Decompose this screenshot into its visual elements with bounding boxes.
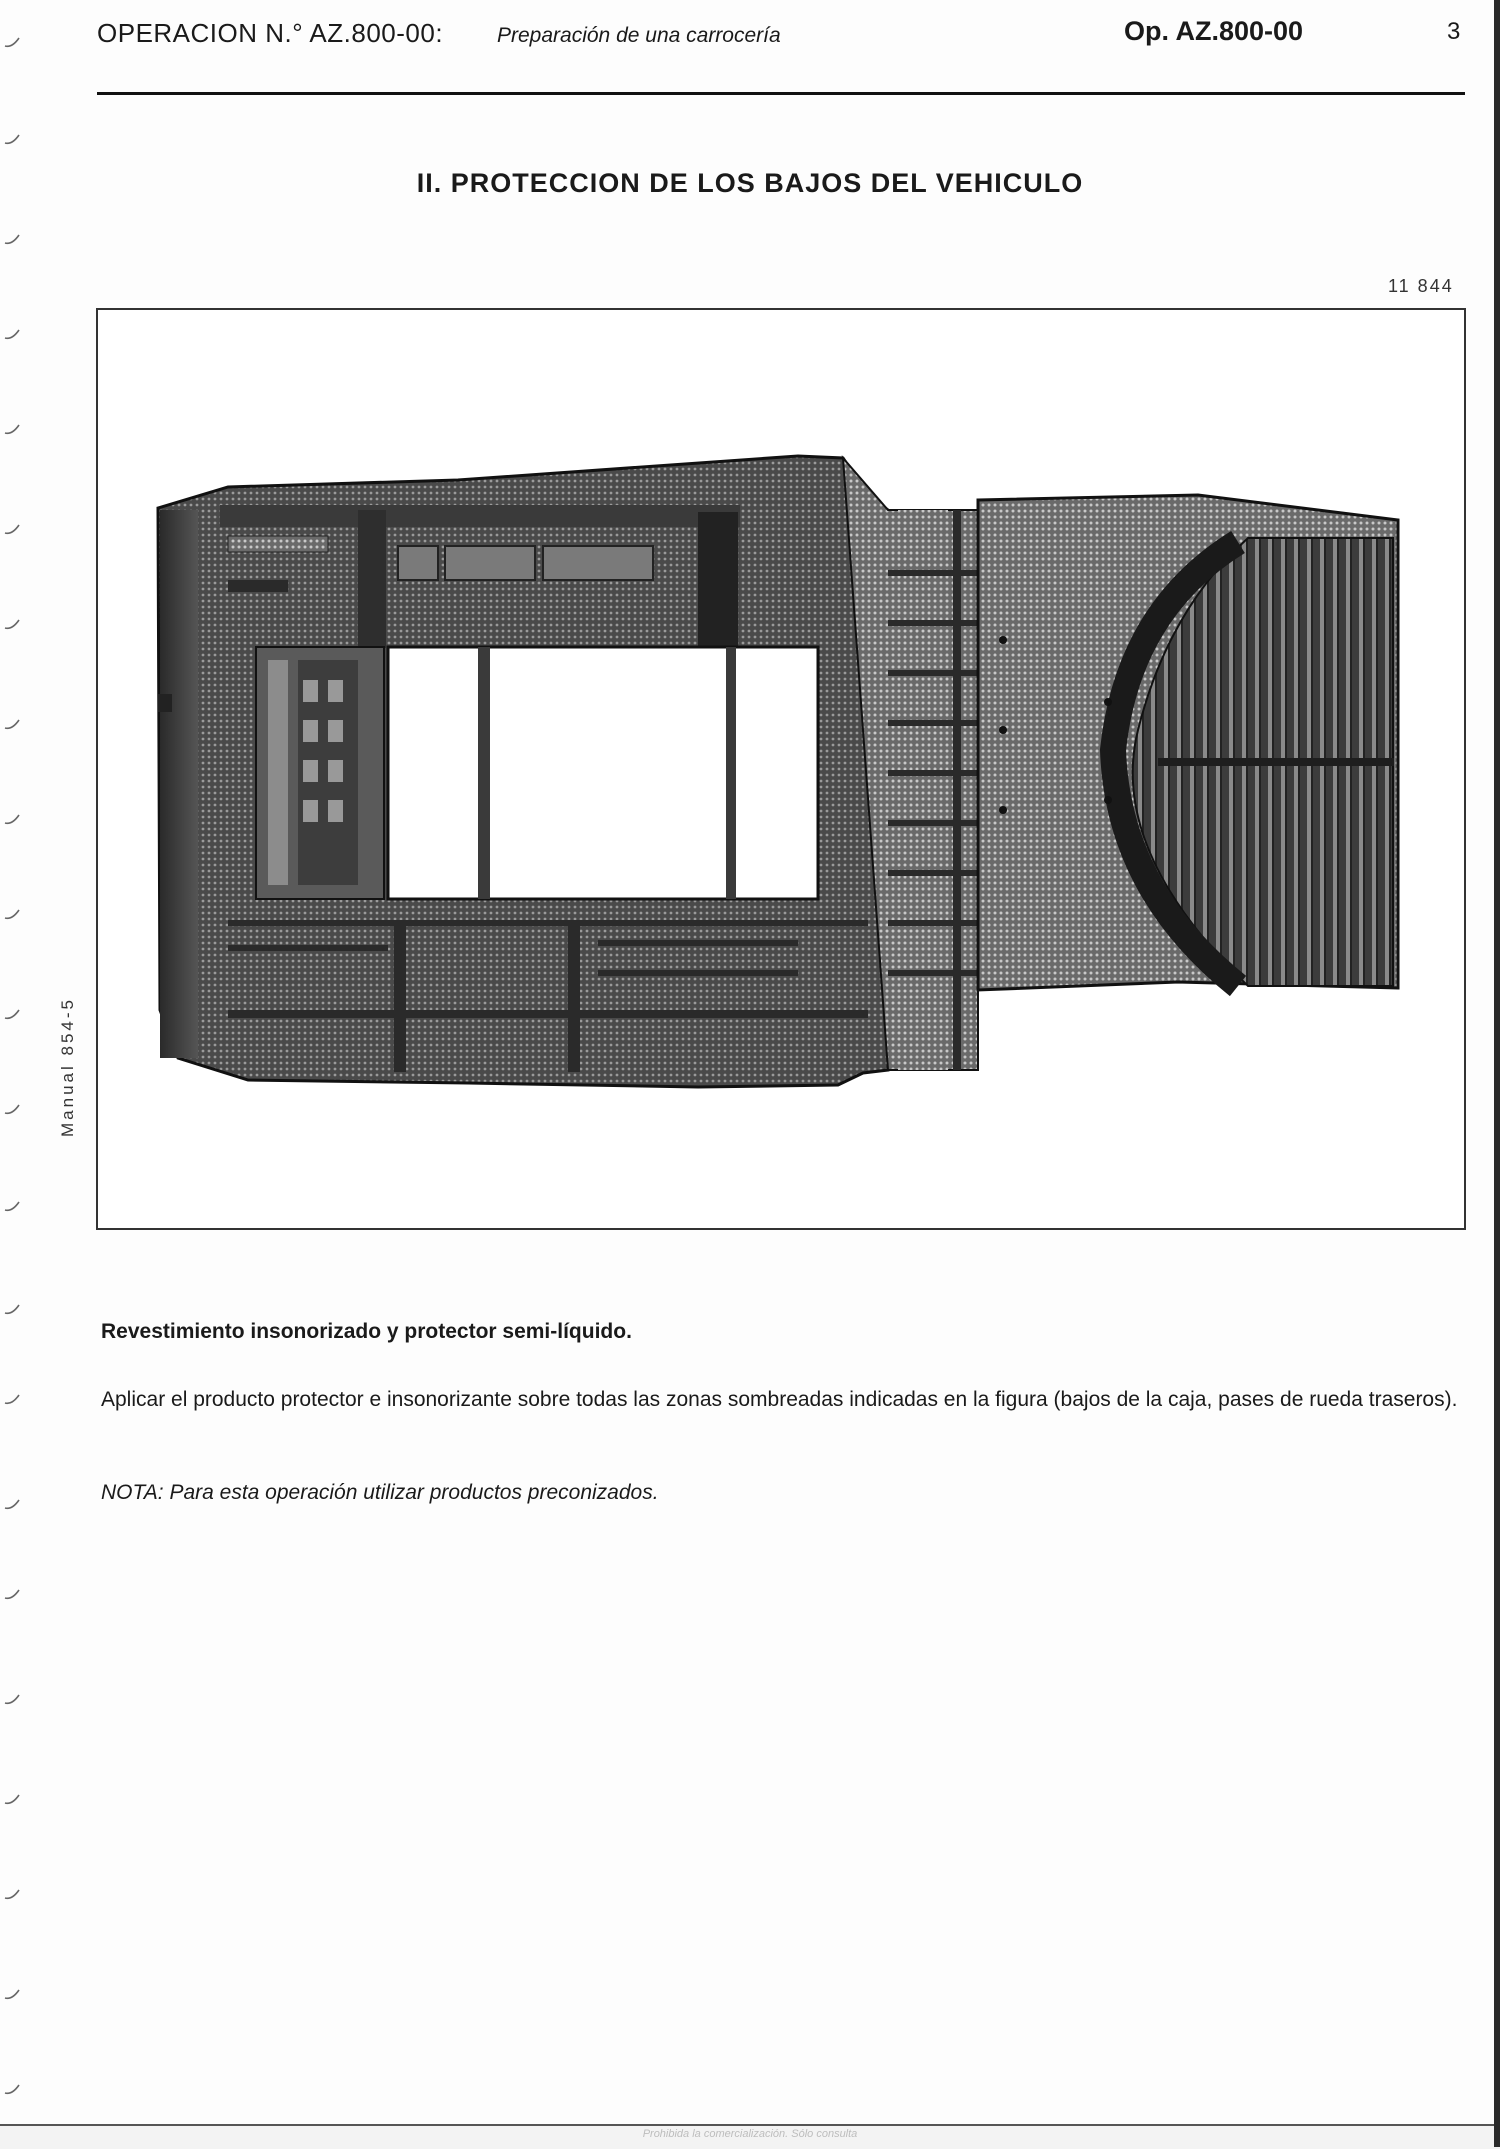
vehicle-underbody-illustration: [98, 310, 1464, 1228]
operation-title: OPERACION N.° AZ.800-00:: [97, 18, 444, 48]
manual-side-label: Manual 854-5: [58, 997, 77, 1137]
binding-mark: [4, 233, 20, 247]
binding-mark: [4, 133, 20, 147]
page-header: [97, 16, 1465, 56]
binding-mark: [4, 1200, 20, 1214]
binding-mark: [4, 618, 20, 632]
note-text: NOTA: Para esta operación utilizar productos preconizados.: [101, 1481, 659, 1504]
binding-mark: [4, 523, 20, 537]
binding-mark: [4, 1588, 20, 1602]
header-rule: [97, 92, 1465, 95]
binding-mark: [4, 1008, 20, 1022]
footer-note: Prohibida la comercialización. Sólo consulta: [642, 2128, 858, 2140]
body-paragraph: Aplicar el producto protector e insonorizante sobre todas las zonas sombreadas indicadas en la figura (bajos de la caja, pases de rueda traseros).: [101, 1388, 1458, 1411]
page-number: 3: [1447, 18, 1461, 45]
binding-mark: [4, 1793, 20, 1807]
binding-mark: [4, 1498, 20, 1512]
left-sill: [160, 510, 198, 1058]
section-title: II. PROTECCION DE LOS BAJOS DEL VEHICULO: [416, 168, 1084, 198]
binding-mark: [4, 1103, 20, 1117]
figure-number: 11 844: [1388, 276, 1454, 296]
operation-subtitle: Preparación de una carrocería: [497, 24, 781, 47]
binding-mark: [4, 813, 20, 827]
binding-mark: [4, 1693, 20, 1707]
binding-mark: [4, 1303, 20, 1317]
floor-opening: [388, 647, 818, 899]
front-crossmember: [220, 505, 740, 527]
binding-mark: [4, 908, 20, 922]
binding-mark: [4, 2083, 20, 2097]
binding-mark: [4, 1393, 20, 1407]
page-right-edge: [1494, 0, 1500, 2147]
binding-mark: [4, 718, 20, 732]
binding-mark: [4, 1988, 20, 2002]
operation-code: Op. AZ.800-00: [1124, 16, 1304, 46]
binding-mark: [4, 328, 20, 342]
binding-mark: [4, 1888, 20, 1902]
binding-mark: [4, 36, 20, 50]
figure-frame: [96, 308, 1466, 1230]
binding-mark: [4, 423, 20, 437]
caption-heading: Revestimiento insonorizado y protector semi-líquido.: [101, 1320, 632, 1343]
